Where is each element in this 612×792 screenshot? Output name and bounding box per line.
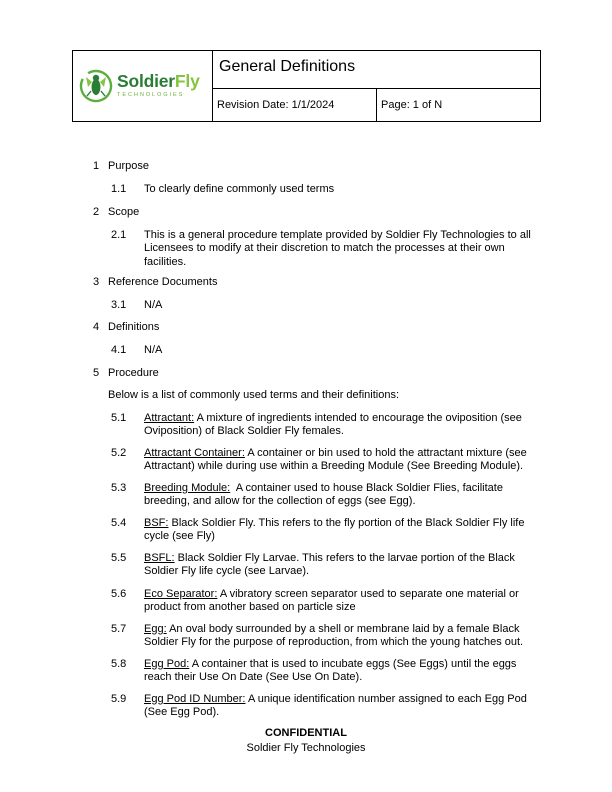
definition-text: Black Soldier Fly Larvae. This refers to the larvae portion of the Black Soldier Fly life cycle (see Larvae).	[144, 552, 515, 578]
definition-text: A mixture of ingredients intended to encourage the oviposition (see Oviposition) of Black Soldier Fly females.	[144, 412, 522, 438]
section-title: Definitions	[108, 321, 160, 333]
section-title: Scope	[108, 206, 140, 218]
section-number: 1	[93, 160, 100, 172]
definition-text: An oval body surrounded by a shell or membrane laid by a female Black Soldier Fly for the purpose of reproduction, from which the young hatches out.	[144, 623, 524, 649]
subsection-text: N/A	[144, 344, 163, 356]
definition-term: Attractant Container:	[144, 447, 245, 459]
logo-wordmark-fly: Fly	[174, 71, 200, 92]
document-title: General Definitions	[219, 58, 356, 75]
definition-number: 5.8	[111, 658, 127, 670]
definition-number: 5.5	[111, 552, 127, 564]
section-title: Procedure	[108, 367, 159, 379]
subsection-text: To clearly define commonly used terms	[144, 183, 335, 195]
definition-term: Egg Pod:	[144, 658, 190, 670]
section-number: 4	[93, 321, 100, 333]
subsection-number: 3.1	[111, 299, 127, 311]
definition-number: 5.9	[111, 693, 127, 705]
section-title: Purpose	[108, 160, 149, 172]
definition-term: Egg Pod ID Number:	[144, 693, 246, 705]
definition-number: 5.7	[111, 623, 127, 635]
company-logo	[73, 69, 212, 103]
document-title-cell	[213, 51, 541, 89]
section-number: 5	[93, 367, 100, 379]
procedure-intro-text: Below is a list of commonly used terms and their definitions:	[108, 389, 400, 401]
definition-term: Breeding Module:	[144, 482, 231, 494]
definition-text: A unique identification number assigned to each Egg Pod (See Egg Pod).	[144, 693, 527, 719]
footer-confidential: CONFIDENTIAL	[265, 727, 347, 739]
definition-number: 5.2	[111, 447, 127, 459]
subsection-text: N/A	[144, 299, 163, 311]
section-number: 3	[93, 276, 100, 288]
subsection-number: 4.1	[111, 344, 127, 356]
definition-text: A container or bin used to hold the attractant mixture (see Attractant) while during use within a Breeding Module (See Breeding Module).	[144, 447, 527, 473]
definition-number: 5.3	[111, 482, 127, 494]
section-title: Reference Documents	[108, 276, 218, 288]
definition-text: A container that is used to incubate eggs (See Eggs) until the eggs reach their Use On Date (See Use On Date).	[144, 658, 517, 684]
subsection-text: This is a general procedure template provided by Soldier Fly Technologies to all Licensees to modify at their discretion to match the processes at their own facilities.	[144, 229, 531, 268]
definition-number: 5.1	[111, 412, 127, 424]
page-number: Page: 1 of N	[377, 89, 541, 122]
subsection-number: 2.1	[111, 229, 127, 241]
definition-term: BSF:	[144, 517, 169, 529]
logo-subtitle: TECHNOLOGIES	[117, 91, 185, 98]
definition-term: Eco Separator:	[144, 588, 218, 600]
definition-number: 5.6	[111, 588, 127, 600]
definition-term: Egg:	[144, 623, 167, 635]
definition-term: Attractant:	[144, 412, 195, 424]
fly-logo-icon	[79, 69, 113, 103]
definition-text: A vibratory screen separator used to separate one material or product from another based on particle size	[144, 588, 519, 614]
definition-text: A container used to house Black Soldier Flies, facilitate breeding, and allow for the collection of eggs (see Egg).	[144, 482, 507, 508]
document-header	[72, 50, 541, 122]
revision-date: Revision Date: 1/1/2024	[213, 89, 377, 122]
definition-term: BSFL:	[144, 552, 175, 564]
section-number: 2	[93, 206, 100, 218]
footer-company: Soldier Fly Technologies	[246, 742, 366, 754]
definition-text: Black Soldier Fly. This refers to the fly portion of the Black Soldier Fly life cycle (see Fly)	[144, 517, 525, 543]
logo-cell	[73, 51, 213, 122]
subsection-number: 1.1	[111, 183, 127, 195]
definition-number: 5.4	[111, 517, 127, 529]
logo-wordmark-soldier: Soldier	[117, 71, 175, 92]
